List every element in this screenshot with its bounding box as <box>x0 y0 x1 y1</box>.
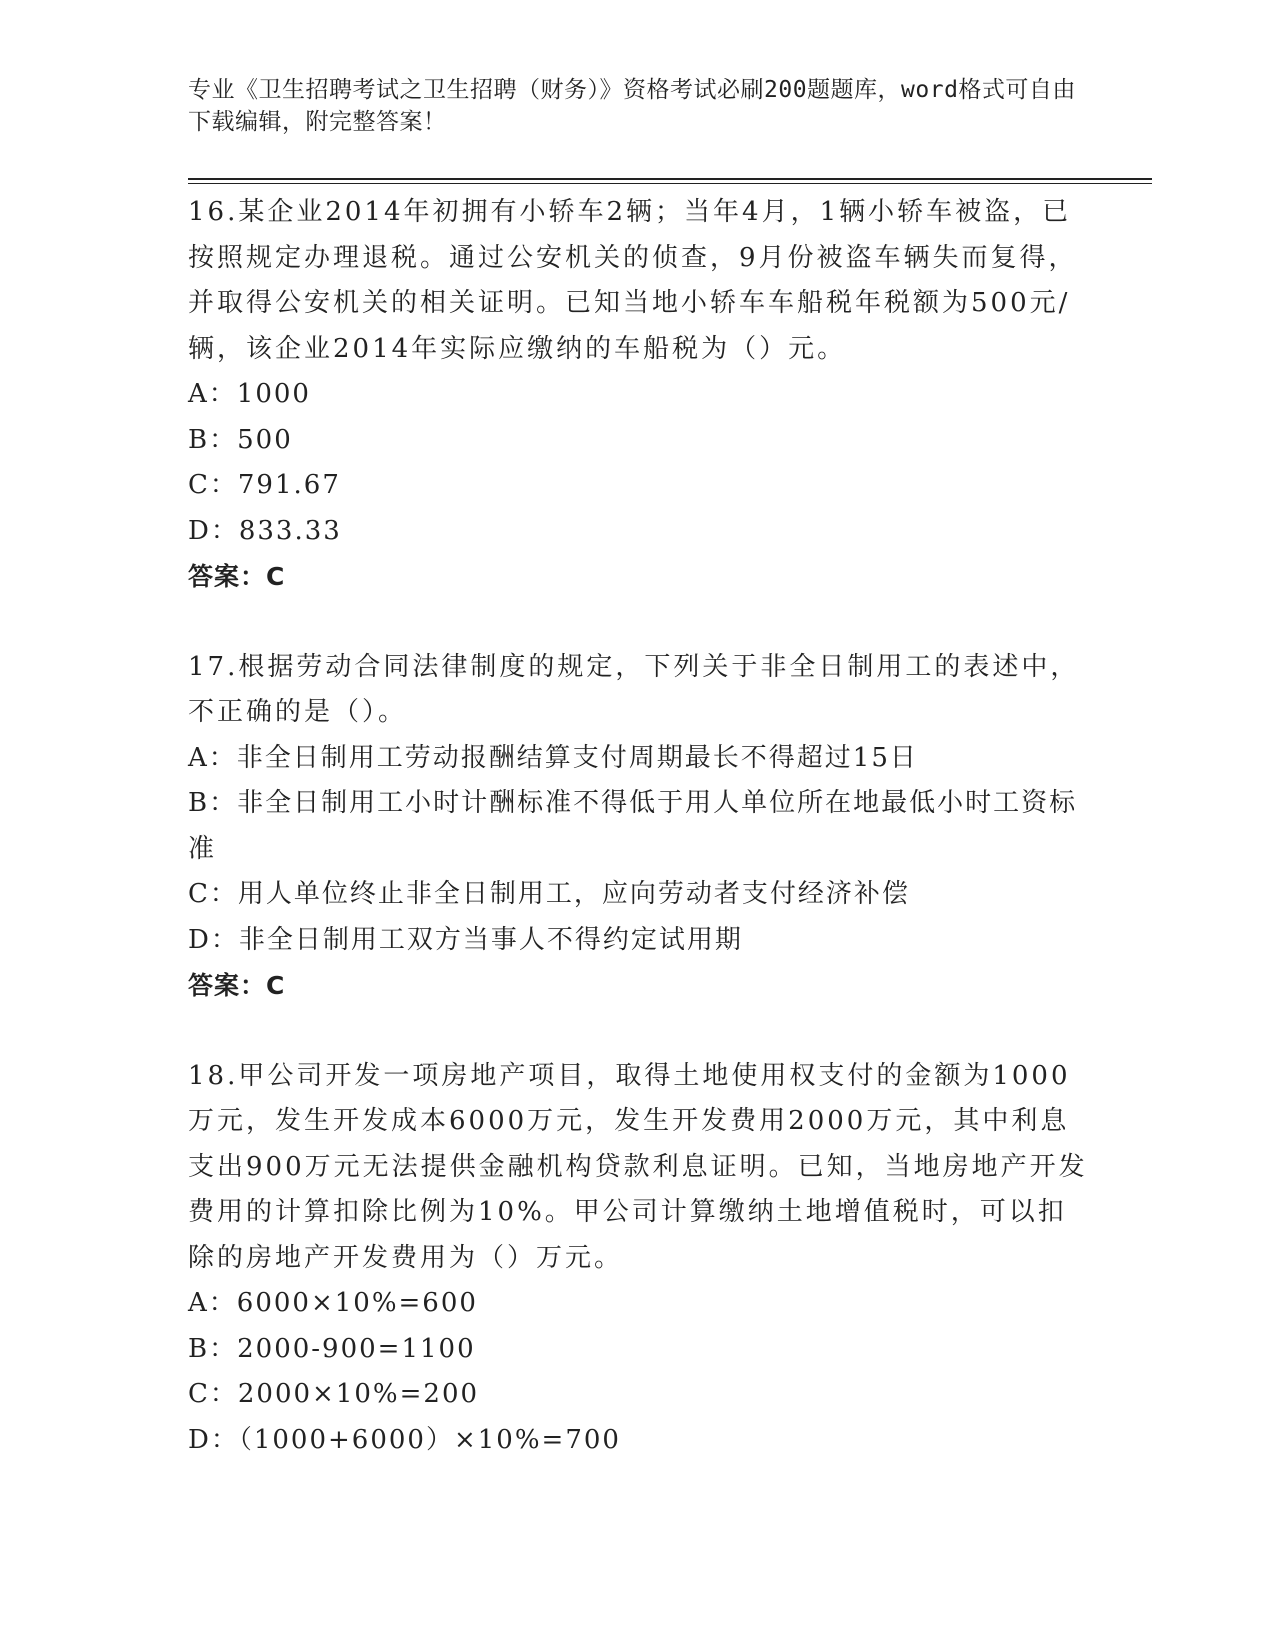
option-a: A：6000×10%=600 <box>188 1288 478 1318</box>
option-c: C：791.67 <box>188 470 341 500</box>
question-gap <box>188 600 1088 645</box>
option-a: A：1000 <box>188 379 311 409</box>
option-d: D：（1000+6000）×10%=700 <box>188 1424 621 1455</box>
document-intro: 专业《卫生招聘考试之卫生招聘（财务）》资格考试必刷200题题库，word格式可自由下载编辑，附完整答案！ <box>188 77 1076 135</box>
question-18 <box>188 1054 1088 1464</box>
option-c: C：2000×10%=200 <box>188 1379 480 1409</box>
option-d: D：833.33 <box>188 515 342 546</box>
question-17 <box>188 645 1088 1009</box>
question-list <box>188 190 1088 1463</box>
answer-text: 答案：C <box>188 562 286 591</box>
question-stem: 18.甲公司开发一项房地产项目，取得土地使用权支付的金额为1000万元，发生开发成本6000万元，发生开发费用2000万元，其中利息支出900万元无法提供金融机构贷款利息证明。已知，当地房地产开发费用的计算扣除比例为10%。甲公司计算缴纳土地增值税时，可以扣除的房地产开发费用为（）万元。 <box>188 1060 1088 1273</box>
option-b: B：2000-900=1100 <box>188 1333 476 1364</box>
question-16 <box>188 190 1088 600</box>
question-gap <box>188 1009 1088 1054</box>
option-b: B：非全日制用工小时计酬标准不得低于用人单位所在地最低小时工资标准 <box>188 788 1078 864</box>
option-c: C：用人单位终止非全日制用工，应向劳动者支付经济补偿 <box>188 879 910 909</box>
header-divider-thick <box>188 178 1152 180</box>
option-a: A：非全日制用工劳动报酬结算支付周期最长不得超过15日 <box>188 742 918 773</box>
header-divider-thin <box>188 183 1152 184</box>
answer-text: 答案：C <box>188 971 286 1000</box>
question-stem: 17.根据劳动合同法律制度的规定，下列关于非全日制用工的表述中，不正确的是（）。 <box>188 651 1080 727</box>
question-stem: 16.某企业2014年初拥有小轿车2辆；当年4月，1辆小轿车被盗，已按照规定办理退税。通过公安机关的侦查，9月份被盗车辆失而复得，并取得公安机关的相关证明。已知当地小轿车车船税年税额为500元/辆，该企业2014年实际应缴纳的车船税为（）元。 <box>188 197 1078 364</box>
option-d: D：非全日制用工双方当事人不得约定试用期 <box>188 924 743 955</box>
option-b: B：500 <box>188 424 293 455</box>
